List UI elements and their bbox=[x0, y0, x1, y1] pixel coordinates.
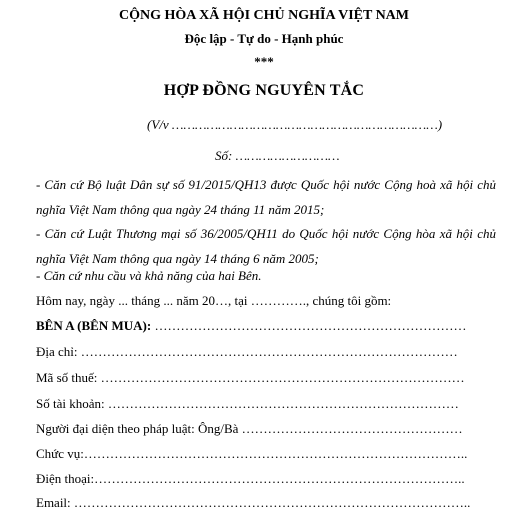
legal-basis-2: - Căn cứ Luật Thương mại số 36/2005/QH11 do Quốc hội nước Cộng hòa xã hội chủ nghĩa Việt Nam thông qua ngày 14 tháng 6 năm 2005; bbox=[36, 226, 496, 266]
field-email bbox=[36, 495, 470, 511]
field-label: Chức vụ: bbox=[36, 446, 84, 461]
field-dots: ……………………………………………………………………………….. bbox=[70, 495, 471, 510]
field-dots: ………………………………………………………………………… bbox=[97, 370, 465, 385]
field-address bbox=[36, 344, 458, 360]
field-dots: …………………………………………………………………………….. bbox=[83, 446, 468, 461]
field-dots: …………………………………………………………………………… bbox=[77, 344, 458, 359]
country-name: CỘNG HÒA XÃ HỘI CHỦ NGHĨA VIỆT NAM bbox=[118, 8, 409, 23]
header-stars: *** bbox=[254, 54, 274, 69]
field-label: Địa chỉ: bbox=[36, 344, 78, 359]
date-place-line: Hôm nay, ngày ... tháng ... năm 20…, tại …………., chúng tôi gồm: bbox=[36, 293, 392, 308]
field-legal-representative bbox=[36, 421, 463, 437]
legal-basis-1: - Căn cứ Bộ luật Dân sự số 91/2015/QH13 được Quốc hội nước Cộng hoà xã hội chủ nghĩa Việt Nam thông qua ngày 24 tháng 11 năm 2015; bbox=[36, 177, 496, 217]
subject-line: (V/v ……………………………………………………………) bbox=[147, 117, 443, 132]
field-account-number bbox=[36, 396, 459, 412]
field-dots: ……………………………………………………………………… bbox=[104, 396, 459, 411]
field-label: Người đại diện theo pháp luật: Ông/Bà bbox=[36, 421, 239, 436]
legal-basis-3: - Căn cứ nhu cầu và khả năng của hai Bên. bbox=[36, 268, 262, 283]
contract-title: HỢP ĐỒNG NGUYÊN TẮC bbox=[163, 82, 365, 99]
party-a-heading: BÊN A (BÊN MUA): bbox=[36, 318, 152, 333]
field-position bbox=[36, 446, 467, 462]
field-label: Mã số thuế: bbox=[36, 370, 98, 385]
party-a-heading-row bbox=[36, 318, 466, 334]
field-tax-code bbox=[36, 370, 465, 386]
contract-number-line: Số: ……………………… bbox=[215, 148, 340, 163]
field-label: Email: bbox=[36, 495, 71, 510]
field-phone bbox=[36, 471, 465, 487]
field-dots: ………………………………………………………………………….. bbox=[94, 471, 465, 486]
national-motto: Độc lập - Tự do - Hạnh phúc bbox=[184, 31, 344, 46]
field-dots: …………………………………………… bbox=[238, 421, 463, 436]
party-a-heading-dots: ……………………………………………………………… bbox=[151, 318, 467, 333]
field-label: Số tài khoản: bbox=[36, 396, 105, 411]
field-label: Điện thoại: bbox=[36, 471, 95, 486]
